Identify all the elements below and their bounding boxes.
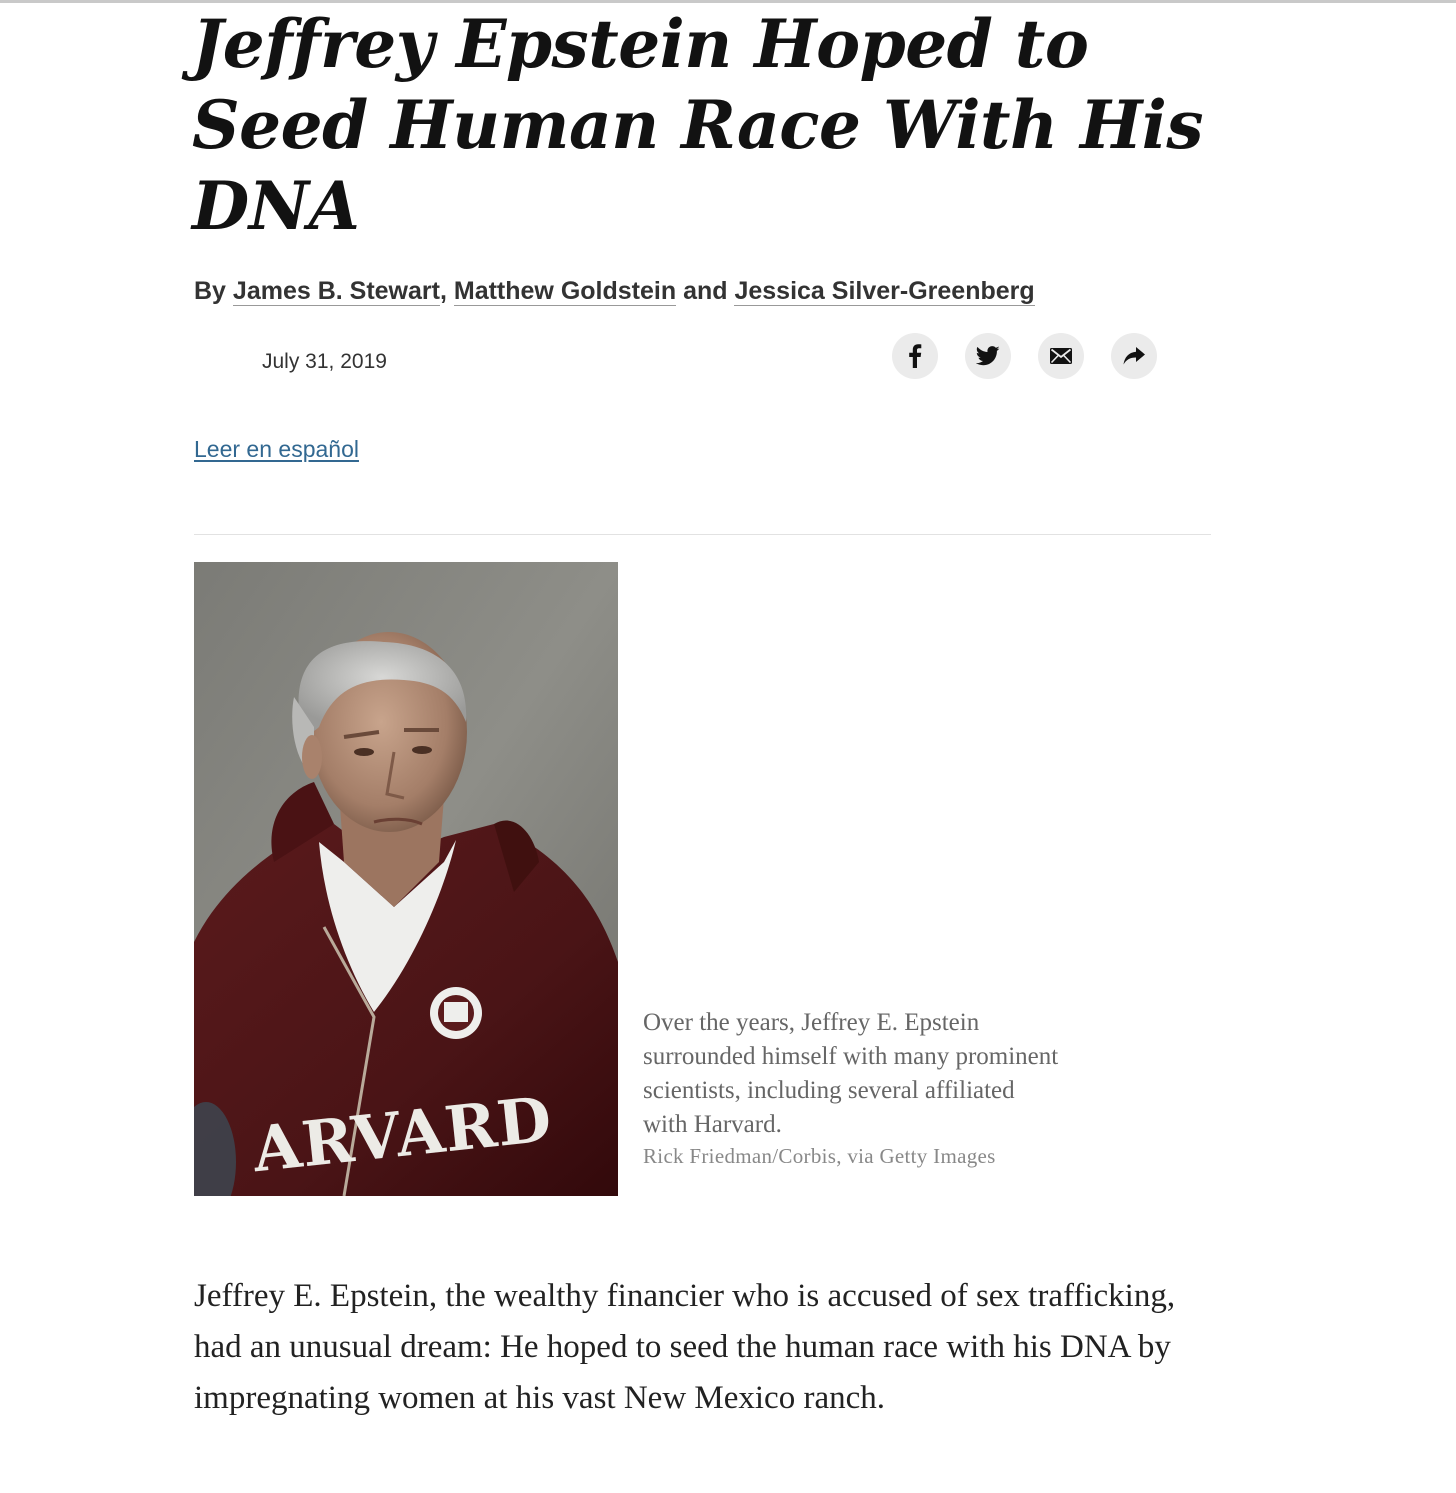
photo-caption: Over the years, Jeffrey E. Epstein surrounded himself with many prominent scientists, including several affiliated with Harvard. xyxy=(643,1009,1059,1138)
photo-credit: Rick Friedman/Corbis, via Getty Images xyxy=(643,1144,996,1168)
byline xyxy=(194,274,1035,308)
article-headline: Jeffrey Epstein Hoped to Seed Human Race With His DNA xyxy=(192,5,1204,245)
article-photo[interactable] xyxy=(194,562,618,1196)
article-body-paragraph: Jeffrey E. Epstein, the wealthy financier who is accused of sex trafficking, had an unusual dream: He hoped to seed the human race with his DNA by impregnating women at his vast New Mexico ranch. xyxy=(194,1278,1176,1416)
translation-link[interactable]: Leer en español xyxy=(194,436,359,462)
facebook-icon xyxy=(908,344,922,368)
author-link-goldstein[interactable]: Matthew Goldstein xyxy=(453,277,677,305)
top-rule xyxy=(0,0,1456,3)
byline-separator: , xyxy=(439,277,447,305)
email-icon xyxy=(1050,348,1072,364)
byline-prefix: By xyxy=(194,277,226,305)
twitter-icon xyxy=(976,346,1000,366)
author-link-stewart[interactable]: James B. Stewart xyxy=(232,277,440,305)
author-link-silver-greenberg[interactable]: Jessica Silver-Greenberg xyxy=(734,277,1035,305)
sweatshirt-lettering: ARVARD xyxy=(249,1082,556,1187)
publish-date: July 31, 2019 xyxy=(262,350,387,373)
section-divider xyxy=(194,534,1211,535)
share-more-button[interactable] xyxy=(1111,333,1157,379)
byline-conjunction: and xyxy=(683,277,728,305)
share-arrow-icon xyxy=(1123,347,1145,365)
share-twitter-button[interactable] xyxy=(965,333,1011,379)
share-facebook-button[interactable] xyxy=(892,333,938,379)
share-email-button[interactable] xyxy=(1038,333,1084,379)
